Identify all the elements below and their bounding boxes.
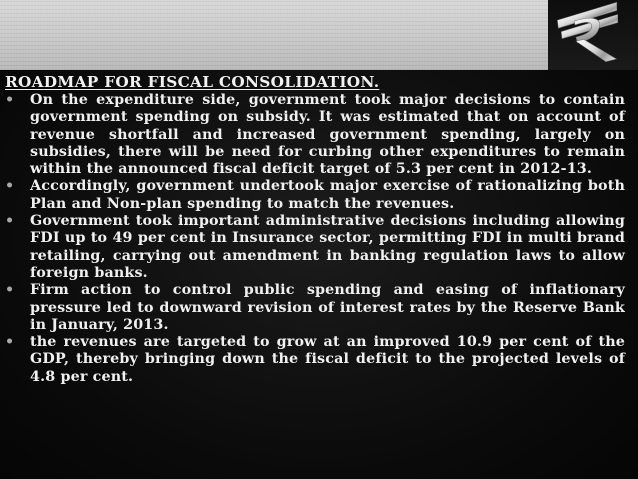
- logo: [548, 0, 638, 70]
- bullet-item: [5, 282, 625, 334]
- bullet-text: On the expenditure side, government took major decisions to contain government spending on subsidy. It was estimated that on account of revenue shortfall and increased government spending, largely on subsidies, there will be need for curbing other expenditures to remain within the announced fiscal deficit target of 5.3 per cent in 2012-13.: [30, 92, 625, 178]
- bullet-marker: •: [5, 178, 15, 195]
- rupee-symbol-icon: [548, 0, 638, 70]
- bullet-text: the revenues are targeted to grow at an improved 10.9 per cent of the GDP, thereby bringing down the fiscal deficit to the projected levels of 4.8 per cent.: [30, 334, 625, 385]
- header-band: [0, 0, 638, 70]
- slide-title: ROADMAP FOR FISCAL CONSOLIDATION.: [5, 73, 380, 91]
- bullet-marker: •: [5, 334, 15, 351]
- bullet-item: [5, 178, 625, 213]
- bullet-text: Government took important administrative decisions including allowing FDI up to 49 per cent in Insurance sector, permitting FDI in multi brand retailing, carrying out amendment in banking regulation laws to allow foreign banks.: [30, 213, 625, 281]
- bullet-item: [5, 213, 625, 282]
- bullet-marker: •: [5, 92, 15, 108]
- bullet-marker: •: [5, 213, 15, 230]
- bullet-item: [5, 92, 625, 178]
- bullet-list: [5, 92, 625, 386]
- bullet-item: [5, 334, 625, 386]
- bullet-text: Firm action to control public spending and easing of inflationary pressure led to downward revision of interest rates by the Reserve Bank in January, 2013.: [30, 282, 625, 333]
- bullet-text: Accordingly, government undertook major exercise of rationalizing both Plan and Non-plan spending to match the revenues.: [30, 178, 625, 212]
- bullet-marker: •: [5, 282, 15, 299]
